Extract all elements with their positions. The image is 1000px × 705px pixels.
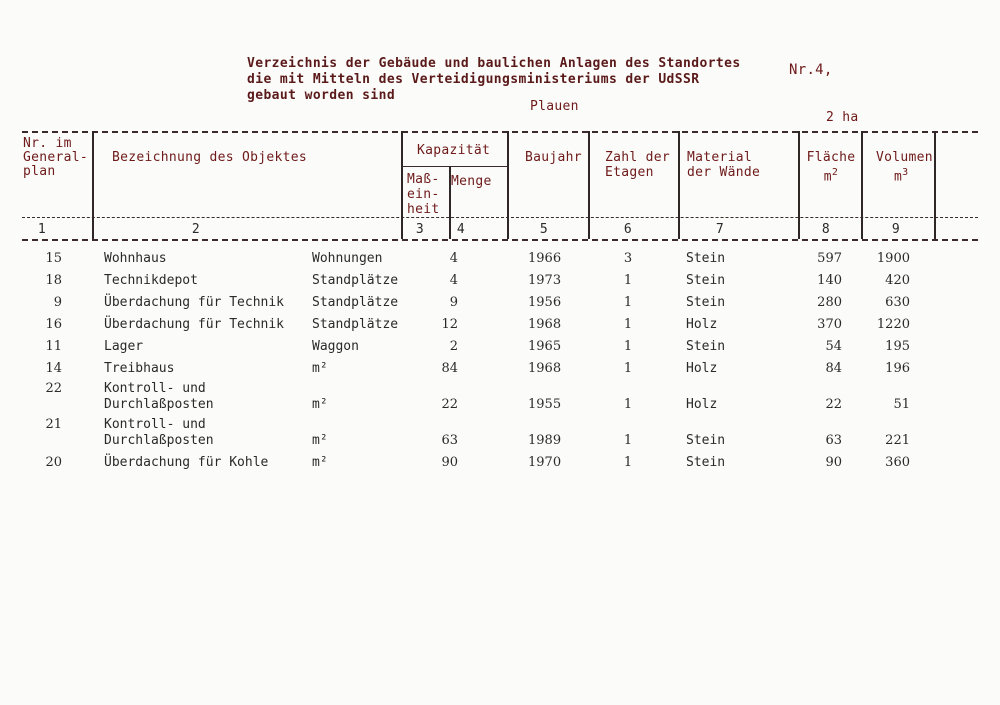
column-divider-5 xyxy=(588,131,590,239)
row-volumen: 360 xyxy=(885,455,910,470)
row-flaeche: 90 xyxy=(825,455,842,470)
column-divider-9 xyxy=(934,131,936,239)
column-number-5: 5 xyxy=(539,222,549,237)
header-mass-line-2: ein- xyxy=(407,187,440,202)
row-volumen: 420 xyxy=(885,273,910,288)
row-material: Stein xyxy=(686,273,726,288)
title-line-2: die mit Mitteln des Verteidigungsministeriums der UdSSR xyxy=(247,72,700,87)
header-volumen xyxy=(876,150,933,184)
row-masseinheit: m² xyxy=(312,397,328,412)
row-nr: 15 xyxy=(45,251,62,266)
row-bezeichnung: Durchlaßposten xyxy=(104,397,214,412)
row-masseinheit: Standplätze xyxy=(312,295,399,310)
column-number-7: 7 xyxy=(715,222,725,237)
row-flaeche: 140 xyxy=(817,273,842,288)
column-number-8: 8 xyxy=(821,222,831,237)
row-etagen: 1 xyxy=(623,361,633,376)
row-volumen: 630 xyxy=(885,295,910,310)
header-separator xyxy=(22,217,978,218)
row-bezeichnung: Überdachung für Technik xyxy=(104,317,285,332)
row-baujahr: 1973 xyxy=(528,273,562,288)
document-number: Nr.4, xyxy=(789,62,833,78)
row-etagen: 1 xyxy=(623,397,633,412)
row-menge: 63 xyxy=(441,433,458,448)
column-divider-1 xyxy=(92,131,94,239)
row-etagen: 1 xyxy=(623,317,633,332)
row-volumen: 196 xyxy=(885,361,910,376)
row-volumen: 1220 xyxy=(876,317,910,332)
row-menge: 2 xyxy=(449,339,458,354)
row-menge: 9 xyxy=(449,295,458,310)
column-divider-8 xyxy=(861,131,863,239)
row-bezeichnung: Technikdepot xyxy=(104,273,198,288)
column-number-6: 6 xyxy=(623,222,633,237)
row-bezeichnung: Überdachung für Technik xyxy=(104,295,285,310)
row-masseinheit: m² xyxy=(312,433,328,448)
row-nr: 11 xyxy=(45,339,62,354)
column-number-2: 2 xyxy=(191,222,201,237)
row-menge: 4 xyxy=(449,273,458,288)
row-material: Holz xyxy=(686,397,718,412)
row-menge: 84 xyxy=(441,361,458,376)
column-divider-6 xyxy=(678,131,680,239)
header-nr-line-1: Nr. im xyxy=(23,136,72,151)
row-volumen: 51 xyxy=(893,397,910,412)
row-nr: 14 xyxy=(45,361,62,376)
header-material-line-2: der Wände xyxy=(687,165,761,180)
header-zahl-der-etagen xyxy=(605,150,670,180)
row-nr: 18 xyxy=(45,273,62,288)
header-menge: Menge xyxy=(451,174,492,189)
title-line-3: gebaut worden sind xyxy=(247,88,396,103)
row-bezeichnung: Wohnhaus xyxy=(104,251,167,266)
row-masseinheit: m² xyxy=(312,361,328,376)
row-material: Stein xyxy=(686,455,726,470)
header-bezeichnung: Bezeichnung des Objektes xyxy=(112,150,308,165)
title-line-1: Verzeichnis der Gebäude und baulichen Anlagen des Standortes xyxy=(247,56,741,71)
row-baujahr: 1965 xyxy=(528,339,562,354)
header-etagen-line-2: Etagen xyxy=(605,165,654,180)
row-etagen: 1 xyxy=(623,295,633,310)
row-etagen: 1 xyxy=(623,273,633,288)
row-menge: 90 xyxy=(441,455,458,470)
header-etagen-line-1: Zahl der xyxy=(605,150,671,165)
row-bezeichnung: Kontroll- und xyxy=(104,417,206,432)
header-flaeche-line-1: Fläche xyxy=(806,150,856,165)
row-flaeche: 22 xyxy=(825,397,842,412)
header-masseinheit xyxy=(407,172,440,217)
row-masseinheit: m² xyxy=(312,455,328,470)
column-number-9: 9 xyxy=(891,222,901,237)
row-volumen: 195 xyxy=(885,339,910,354)
row-material: Stein xyxy=(686,251,726,266)
row-material: Holz xyxy=(686,317,718,332)
header-flaeche-unit: $m^2$ xyxy=(823,167,839,185)
location-label: Plauen xyxy=(530,99,579,114)
row-baujahr: 1989 xyxy=(528,433,562,448)
row-masseinheit: Wohnungen xyxy=(312,251,383,266)
row-flaeche: 370 xyxy=(817,317,842,332)
row-baujahr: 1968 xyxy=(528,361,562,376)
kapazitaet-separator xyxy=(402,166,508,167)
row-volumen: 221 xyxy=(885,433,910,448)
header-volumen-unit: $m^3$ xyxy=(894,167,909,185)
row-nr: 22 xyxy=(45,381,62,396)
header-mass-line-3: heit xyxy=(407,202,440,217)
table-top-border xyxy=(22,131,978,133)
row-etagen: 1 xyxy=(623,339,633,354)
row-masseinheit: Standplätze xyxy=(312,273,399,288)
column-divider-7 xyxy=(798,131,800,239)
row-baujahr: 1966 xyxy=(528,251,562,266)
row-baujahr: 1956 xyxy=(528,295,562,310)
row-nr: 16 xyxy=(45,317,62,332)
column-number-4: 4 xyxy=(456,222,466,237)
row-nr: 20 xyxy=(45,455,62,470)
header-mass-line-1: Maß- xyxy=(407,172,440,187)
header-baujahr: Baujahr xyxy=(525,150,582,165)
row-bezeichnung: Treibhaus xyxy=(104,361,175,376)
row-bezeichnung: Lager xyxy=(104,339,144,354)
row-nr: 21 xyxy=(45,417,62,432)
row-flaeche: 54 xyxy=(825,339,842,354)
row-baujahr: 1955 xyxy=(528,397,562,412)
row-nr: 9 xyxy=(53,295,62,310)
header-nr-line-2: General- xyxy=(23,150,89,165)
row-menge: 12 xyxy=(441,317,458,332)
row-bezeichnung: Überdachung für Kohle xyxy=(104,455,269,470)
row-baujahr: 1970 xyxy=(528,455,562,470)
row-etagen: 1 xyxy=(623,433,633,448)
column-number-3: 3 xyxy=(415,222,425,237)
row-flaeche: 597 xyxy=(817,251,842,266)
row-volumen: 1900 xyxy=(876,251,910,266)
row-etagen: 1 xyxy=(623,455,633,470)
row-menge: 4 xyxy=(449,251,458,266)
column-divider-4 xyxy=(507,131,509,239)
row-material: Stein xyxy=(686,295,726,310)
row-masseinheit: Standplätze xyxy=(312,317,399,332)
table-header-bottom-border xyxy=(22,239,978,241)
row-menge: 22 xyxy=(441,397,458,412)
header-nr-generalplan xyxy=(23,137,88,179)
row-material: Stein xyxy=(686,433,726,448)
header-kapazitaet: Kapazität xyxy=(417,143,491,158)
column-number-1: 1 xyxy=(37,222,47,237)
header-flaeche xyxy=(803,150,859,184)
header-volumen-line-1: Volumen xyxy=(876,150,933,165)
row-flaeche: 280 xyxy=(817,295,842,310)
row-masseinheit: Waggon xyxy=(312,339,359,354)
row-baujahr: 1968 xyxy=(528,317,562,332)
row-material: Holz xyxy=(686,361,718,376)
row-flaeche: 63 xyxy=(825,433,842,448)
area-label: 2 ha xyxy=(826,110,859,125)
header-nr-line-3: plan xyxy=(23,164,56,179)
row-etagen: 3 xyxy=(623,251,633,266)
header-material xyxy=(687,150,760,180)
row-flaeche: 84 xyxy=(825,361,842,376)
row-bezeichnung: Durchlaßposten xyxy=(104,433,214,448)
row-material: Stein xyxy=(686,339,726,354)
row-bezeichnung: Kontroll- und xyxy=(104,381,206,396)
header-material-line-1: Material xyxy=(687,150,753,165)
